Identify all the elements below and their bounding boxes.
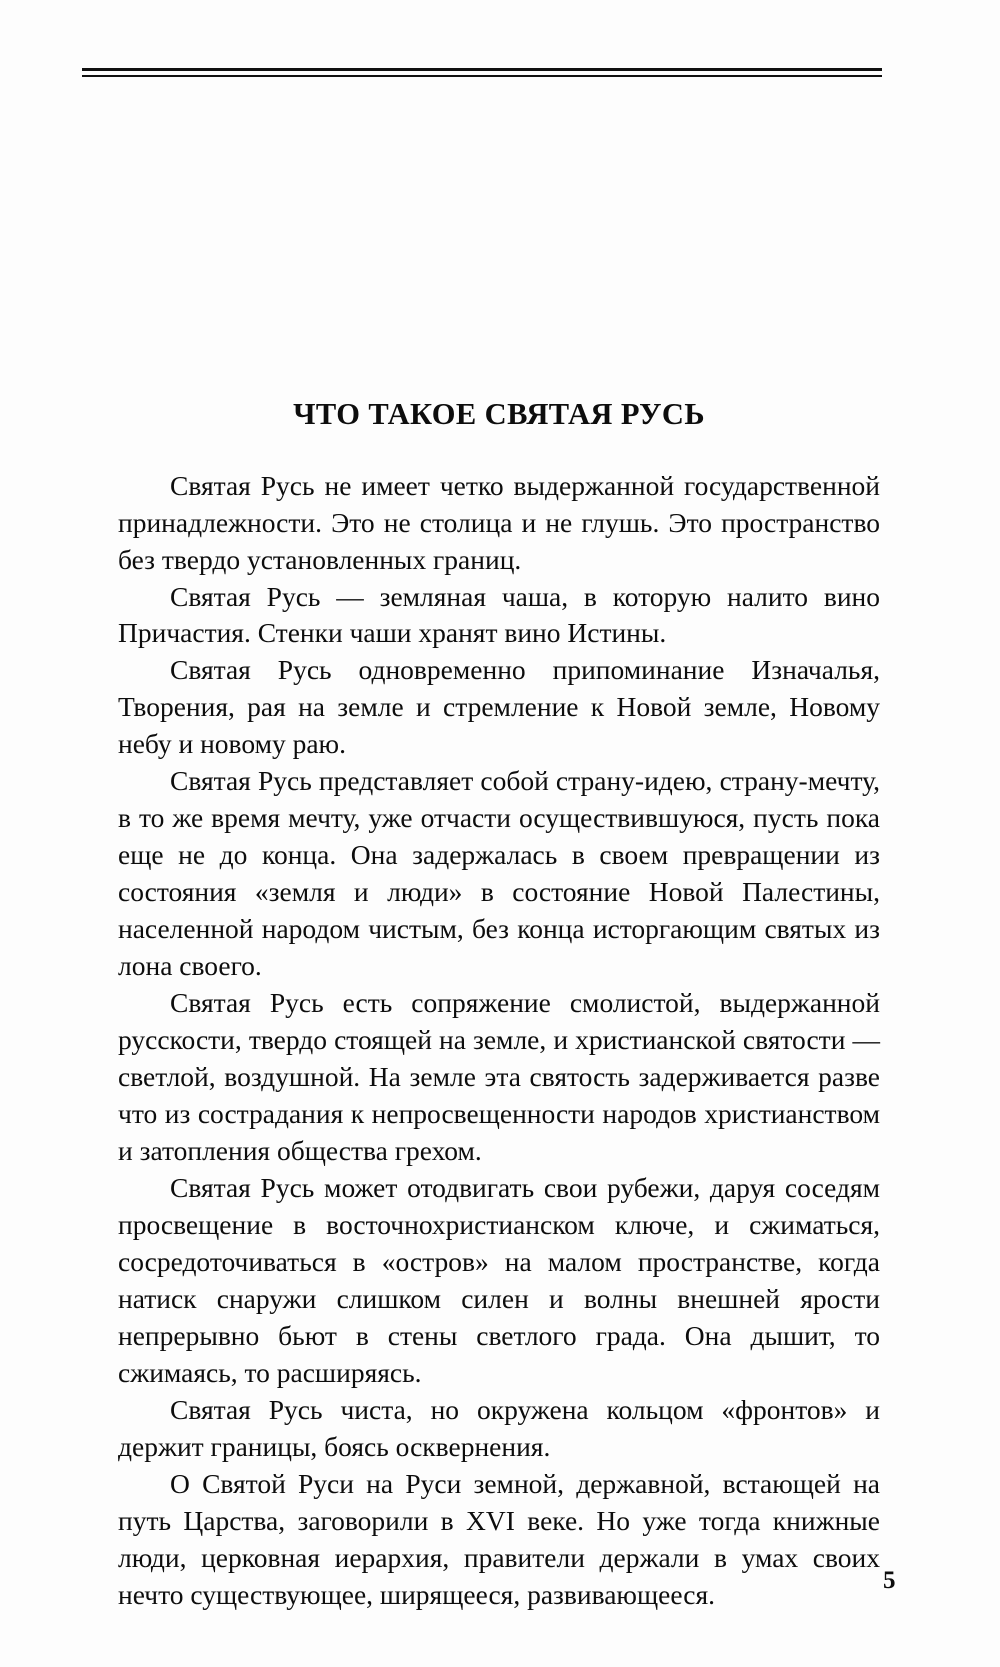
header-rule-ornament <box>82 68 882 77</box>
paragraph: Святая Русь есть сопряжение смолистой, выдержанной русскости, твердо стоящей на земле, и христианской святости — светлой, воздушной. На земле эта святость задерживается разве что из сострадания к непросвещенности народов христианством и затопления общества грехом. <box>118 987 880 1167</box>
paragraph: Святая Русь представляет собой страну-идею, страну-мечту, в то же время мечту, уже отчасти осуществившуюся, пусть пока еще не до конца. Она задержалась в своем превращении из состояния «земля и люди» в состояние Новой Палестины, населенной народом чистым, без конца исторгающим святых из лона своего. <box>118 765 880 982</box>
paragraph: Святая Русь одновременно припоминание Изначалья, Творения, рая на земле и стремление к Новой земле, Новому небу и новому раю. <box>118 654 880 760</box>
page-number: 5 <box>883 1567 896 1594</box>
page-content <box>118 398 880 1614</box>
paragraph: Святая Русь — земляная чаша, в которую налито вино Причастия. Стенки чаши хранят вино Истины. <box>118 580 880 649</box>
paragraph: О Святой Руси на Руси земной, державной, встающей на путь Царства, заговорили в XVI веке. Но уже тогда книжные люди, церковная иерархия, правители держали в умах своих нечто существующее, ширящееся, развивающееся. <box>118 1468 880 1611</box>
body-text <box>118 468 880 1615</box>
chapter-title: ЧТО ТАКОЕ СВЯТАЯ РУСЬ <box>293 397 705 431</box>
paragraph: Святая Русь может отодвигать свои рубежи, даруя соседям просвещение в восточнохристианском ключе, и сжиматься, сосредоточиваться в «остров» на малом пространстве, когда натиск снаружи слишком силен и волны внешней ярости непрерывно бьют в стены светлого града. Она дышит, то сжимаясь, то расширяясь. <box>118 1172 880 1389</box>
header-rule-thin <box>82 75 882 77</box>
paragraph: Святая Русь не имеет четко выдержанной государственной принадлежности. Это не столица и не глушь. Это пространство без твердо установленных границ. <box>118 469 880 575</box>
paragraph: Святая Русь чиста, но окружена кольцом «фронтов» и держит границы, боясь осквернения. <box>118 1394 880 1463</box>
